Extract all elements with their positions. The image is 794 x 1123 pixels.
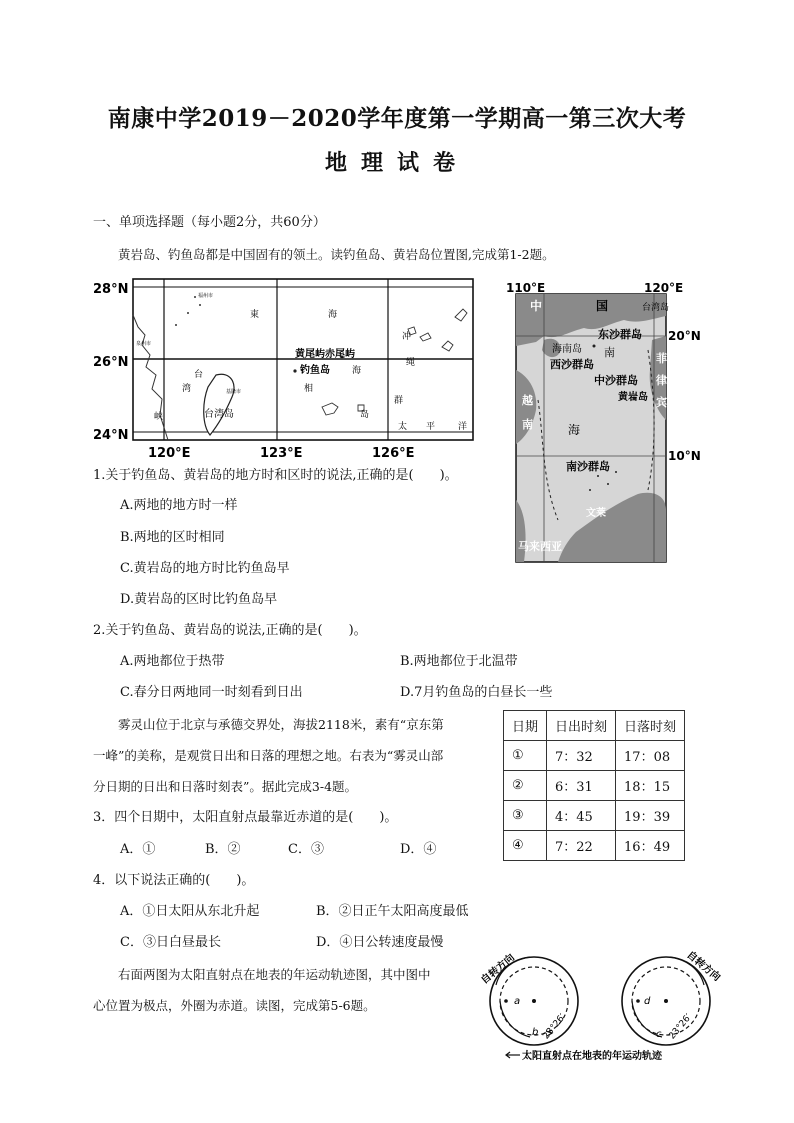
map-label: 峡	[154, 412, 164, 422]
lat-label: 20°N	[668, 329, 701, 343]
table-row	[504, 771, 685, 801]
diagram-legend: 太阳直射点在地表的年运动轨迹	[522, 1051, 662, 1062]
map-label: 马来西亚	[518, 540, 562, 553]
question-3: 3．四个日期中，太阳直射点最靠近赤道的是( )。	[93, 810, 398, 825]
lon-label: 110°E	[506, 281, 546, 295]
q4-option-a[interactable]: A．①日太阳从东北升起	[120, 904, 260, 919]
map-label: 海南岛	[552, 344, 582, 355]
map-label: 冲	[402, 332, 412, 342]
angle-label: 23°26′	[541, 1012, 568, 1042]
point-label: b	[532, 1027, 539, 1038]
lon-label: 123°E	[260, 446, 303, 461]
map-label: 越	[522, 394, 533, 407]
map-label: 基隆市	[226, 389, 242, 395]
question-4: 4．以下说法正确的( )。	[93, 873, 255, 888]
map-label: 湾	[182, 384, 192, 394]
sun-track-diagram	[470, 945, 730, 1063]
point-label: d	[644, 996, 651, 1007]
map-label: 岛	[360, 410, 370, 420]
lat-label: 28°N	[93, 282, 129, 297]
q3-option-c[interactable]: C．③	[288, 842, 324, 857]
q1-option-b[interactable]: B.两地的区时相同	[120, 530, 225, 545]
map-label: 相	[304, 384, 314, 394]
map-label: 東	[250, 310, 260, 320]
point-label: a	[514, 996, 521, 1007]
lat-label: 24°N	[93, 428, 129, 443]
intro-paragraph-2-line: 雾灵山位于北京与承德交界处，海拔2118米，素有“京东第	[118, 717, 444, 732]
map-label: 绳	[406, 358, 416, 368]
intro-paragraph-3-line: 心位置为极点，外圈为赤道。读图，完成第5-6题。	[93, 998, 376, 1013]
map-label: 律	[656, 374, 667, 387]
south-china-sea-map	[498, 280, 701, 568]
q3-option-a[interactable]: A．①	[120, 842, 156, 857]
table-cell: ②	[504, 771, 547, 801]
table-row	[504, 831, 685, 861]
intro-paragraph-2-line: 分日期的日出和日落时刻表”。据此完成3-4题。	[93, 779, 358, 794]
table-cell: 17：08	[616, 741, 685, 771]
map-label: 台湾岛	[642, 303, 670, 313]
table-cell: ③	[504, 801, 547, 831]
map-label: 南	[604, 346, 615, 359]
section-heading: 一、单项选择题（每小题2分，共60分）	[93, 215, 326, 230]
lon-label: 120°E	[148, 446, 191, 461]
q1-option-d[interactable]: D.黄岩岛的区时比钓鱼岛早	[120, 592, 278, 607]
rotation-label: 自转方向	[479, 952, 517, 987]
table-cell: ①	[504, 741, 547, 771]
table-cell: 6：31	[547, 771, 616, 801]
q2-option-a[interactable]: A.两地都位于热带	[120, 654, 225, 669]
map-label: 太	[398, 422, 408, 432]
table-cell: 4：45	[547, 801, 616, 831]
q2-option-c[interactable]: C.春分日两地同一时刻看到日出	[120, 685, 303, 700]
exam-subtitle: 地理试卷	[324, 150, 469, 176]
map-label: 西沙群岛	[550, 358, 594, 371]
table-header-row	[504, 711, 685, 741]
q2-option-d[interactable]: D.7月钓鱼岛的白昼长一些	[400, 685, 553, 700]
map-label: 菲	[656, 352, 667, 365]
map-label: 东沙群岛	[598, 328, 642, 341]
table-header: 日期	[504, 711, 547, 741]
map-label: 中沙群岛	[594, 374, 638, 387]
question-2: 2.关于钓鱼岛、黄岩岛的说法,正确的是( )。	[93, 623, 367, 638]
q1-option-c[interactable]: C.黄岩岛的地方时比钓鱼岛早	[120, 561, 290, 576]
q4-option-c[interactable]: C．③日白昼最长	[120, 935, 221, 950]
map-label: 群	[394, 396, 404, 406]
intro-paragraph-1: 黄岩岛、钓鱼岛都是中国固有的领土。读钓鱼岛、黄岩岛位置图,完成第1-2题。	[118, 247, 555, 262]
table-header: 日落时刻	[616, 711, 685, 741]
point-label: c	[656, 1029, 662, 1040]
map-label: 台湾岛	[204, 409, 234, 420]
q1-option-a[interactable]: A.两地的地方时一样	[120, 498, 238, 513]
q2-option-b[interactable]: B.两地都位于北温带	[400, 654, 518, 669]
table-cell: 7：32	[547, 741, 616, 771]
map-label: 宾	[656, 396, 667, 409]
map-label: 黄岩岛	[618, 392, 648, 403]
q4-option-b[interactable]: B．②日正午太阳高度最低	[316, 904, 469, 919]
map-label: 国	[596, 299, 609, 313]
map-label: 海	[352, 366, 362, 376]
q3-option-b[interactable]: B．②	[205, 842, 241, 857]
table-header: 日出时刻	[547, 711, 616, 741]
diaoyu-map	[90, 275, 490, 460]
table-cell: ④	[504, 831, 547, 861]
q3-option-d[interactable]: D．④	[400, 842, 437, 857]
map-label: 台	[194, 370, 204, 380]
left-circle	[478, 951, 578, 1045]
angle-label: 23°26′	[667, 1012, 694, 1042]
right-circle	[622, 948, 723, 1045]
sunrise-sunset-table	[503, 710, 685, 861]
question-1: 1.关于钓鱼岛、黄岩岛的地方时和区时的说法,正确的是( )。	[93, 468, 458, 483]
rotation-label: 自转方向	[684, 949, 723, 984]
table-cell: 7：22	[547, 831, 616, 861]
table-cell: 19：39	[616, 801, 685, 831]
table-cell: 16：49	[616, 831, 685, 861]
q4-option-d[interactable]: D．④日公转速度最慢	[316, 935, 444, 950]
table-row	[504, 741, 685, 771]
map-label: 南	[522, 418, 533, 431]
map-label: 文莱	[586, 508, 606, 519]
intro-paragraph-2-line: 一峰”的美称，是观赏日出和日落的理想之地。右表为“雾灵山部	[93, 748, 444, 763]
map-label: 黄尾屿赤尾屿	[295, 349, 355, 360]
map-label: 洋	[458, 422, 468, 432]
intro-paragraph-3-line: 右面两图为太阳直射点在地表的年运动轨迹图，其中图中	[118, 967, 431, 982]
exam-title: 南康中学2019－2020学年度第一学期高一第三次大考	[107, 105, 687, 132]
table-row	[504, 801, 685, 831]
lat-label: 10°N	[668, 449, 701, 463]
map-label: 泉州市	[136, 341, 152, 347]
map-label: 福州市	[198, 293, 214, 299]
map-label: 钓鱼岛	[300, 365, 330, 376]
map-label: 平	[426, 422, 436, 432]
lon-label: 126°E	[372, 446, 415, 461]
map-label: 南沙群岛	[566, 460, 610, 473]
map-label: 海	[568, 423, 581, 437]
lon-label: 120°E	[644, 281, 684, 295]
map-label: 海	[328, 310, 338, 320]
table-cell: 18：15	[616, 771, 685, 801]
lat-label: 26°N	[93, 355, 129, 370]
map-label: 中	[530, 299, 543, 313]
